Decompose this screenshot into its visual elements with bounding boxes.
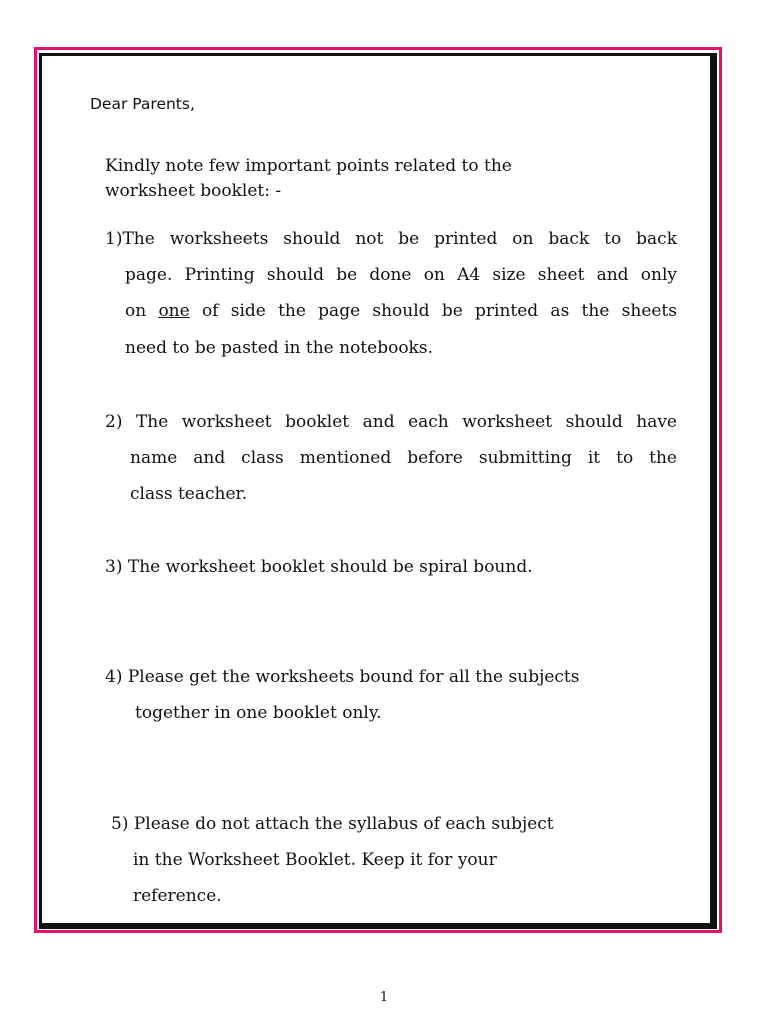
- point-1-line-3: [125, 301, 677, 321]
- point-5-line-3: reference.: [133, 886, 222, 906]
- point-1-line-1: 1)The worksheets should not be printed on back to back: [105, 229, 677, 249]
- point-5-line-1: 5) Please do not attach the syllabus of each subject: [111, 814, 554, 834]
- point-2-line-2: name and class mentioned before submitting it to the: [130, 448, 677, 468]
- point-1-line-4: need to be pasted in the notebooks.: [125, 338, 433, 358]
- point-2-line-1: 2) The worksheet booklet and each worksheet should have: [105, 412, 677, 432]
- page-number: 1: [379, 990, 389, 1005]
- intro-line-1: Kindly note few important points related to the: [105, 156, 512, 176]
- point-1-line-3-end: of side the page should be printed as the sheets: [189, 301, 677, 321]
- point-5-line-2: in the Worksheet Booklet. Keep it for your: [133, 850, 497, 870]
- greeting: Dear Parents,: [90, 95, 195, 113]
- point-4-line-1: 4) Please get the worksheets bound for all the subjects: [105, 667, 580, 687]
- point-1-line-3-start: on: [125, 301, 159, 321]
- intro-line-2: worksheet booklet: -: [105, 181, 282, 201]
- point-4-line-2: together in one booklet only.: [135, 703, 382, 723]
- underlined-word: one: [158, 301, 190, 321]
- point-1-line-2: page. Printing should be done on A4 size sheet and only: [125, 265, 677, 285]
- point-2-line-3: class teacher.: [130, 484, 248, 504]
- point-3-line-1: 3) The worksheet booklet should be spiral bound.: [105, 557, 533, 577]
